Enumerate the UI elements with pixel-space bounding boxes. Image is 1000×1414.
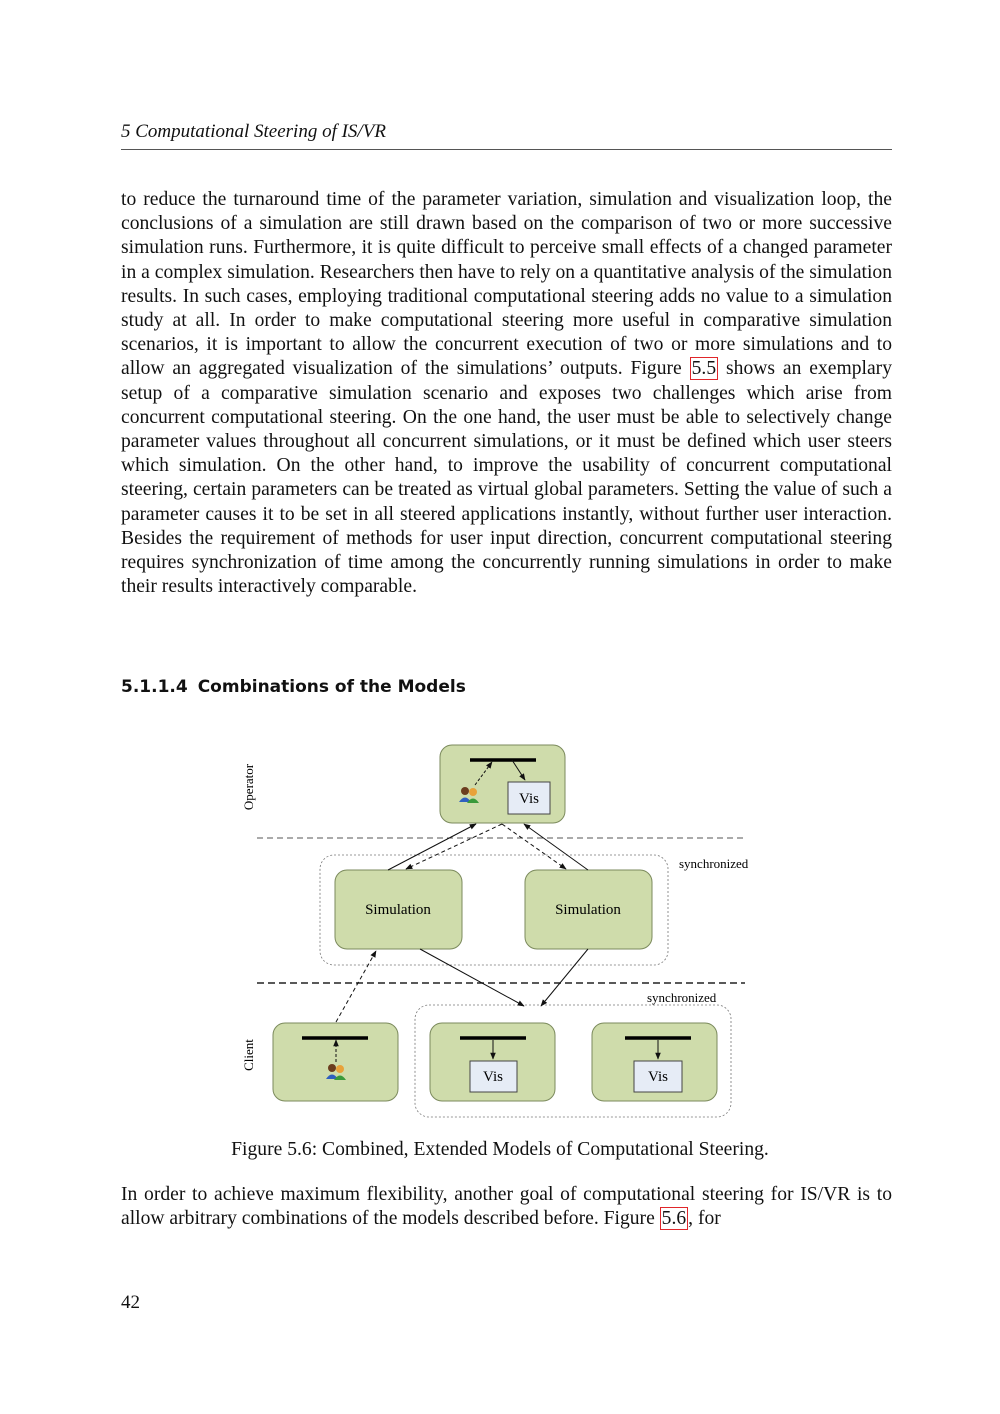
paragraph-2 [121, 1183, 892, 1231]
sim-left-to-clients [420, 949, 524, 1006]
section-number: 5.1.1.4 [121, 677, 188, 697]
chapter-title: 5 Computational Steering of IS/VR [121, 121, 386, 142]
paragraph-1-text-a: to reduce the turnaround time of the parameter variation, simulation and visualization loop, the conclusions of a simulation are still drawn based on the comparison of two or more successive simulation runs. Furthermore, it is quite difficult to perceive small effects of a changed parameter in a complex simulation. Researchers then have to rely on a quantitative analysis of the simulation results. In such cases, employing traditional computational steering adds no value to a simulation study at all. In order to make computational steering more useful in comparative simulation scenarios, it is important to allow the concurrent execution of two or more simulations and to allow an aggregated visualization of the simulations’ outputs. Figure [121, 189, 892, 380]
operator-vis-label: Vis [519, 791, 539, 807]
client-right-vis-label: Vis [648, 1069, 668, 1085]
sync-label-bottom: synchronized [647, 990, 717, 1005]
client-label: Client [241, 1039, 256, 1071]
sim-right-to-operator [524, 824, 588, 870]
sim-right-to-clients [541, 949, 588, 1006]
paragraph-1-text-b: shows an exemplary setup of a comparative simulation scenario and exposes two challenges which arise from concurrent computational steering. On the one hand, the user must be able to selectively change parameter values throughout all concurrent simulations, or it must be defined which user steers which simulation. On the other hand, to improve the usability of concurrent computational steering, certain parameters can be treated as virtual global parameters. Setting the value of such a parameter causes it to be set in all steered applications instantly, without further user interaction. Besides the requirement of methods for user input direction, concurrent computational steering requires synchronization of time among the concurrently running simulations in order to make their results interactively comparable. [121, 358, 892, 598]
section-title: Combinations of the Models [197, 677, 466, 697]
figure-ref-5-5[interactable]: 5.5 [691, 358, 717, 380]
client-middle-vis-label: Vis [483, 1069, 503, 1085]
simulation-right-label: Simulation [555, 902, 621, 918]
simulation-left-label: Simulation [365, 902, 431, 918]
paragraph-2-text-a: In order to achieve maximum flexibility, another goal of computational steering for IS/VR is to allow arbitrary combinations of the models described before. Figure [121, 1184, 892, 1230]
client-to-sim-left [336, 951, 376, 1022]
page-number: 42 [121, 1292, 140, 1313]
operator-to-sim-left [406, 824, 502, 869]
figure-ref-5-6[interactable]: 5.6 [661, 1208, 687, 1230]
paragraph-2-text-b: , for [688, 1208, 721, 1230]
figure-caption: Figure 5.6: Combined, Extended Models of Computational Steering. [231, 1139, 769, 1160]
sim-left-to-operator [388, 824, 476, 870]
paragraph-1 [121, 188, 892, 599]
section-heading [121, 677, 466, 697]
figure-svg [230, 735, 770, 1125]
running-header [121, 121, 892, 150]
figure-diagram [230, 735, 770, 1125]
sync-label-top: synchronized [679, 856, 749, 871]
operator-label: Operator [241, 763, 256, 811]
